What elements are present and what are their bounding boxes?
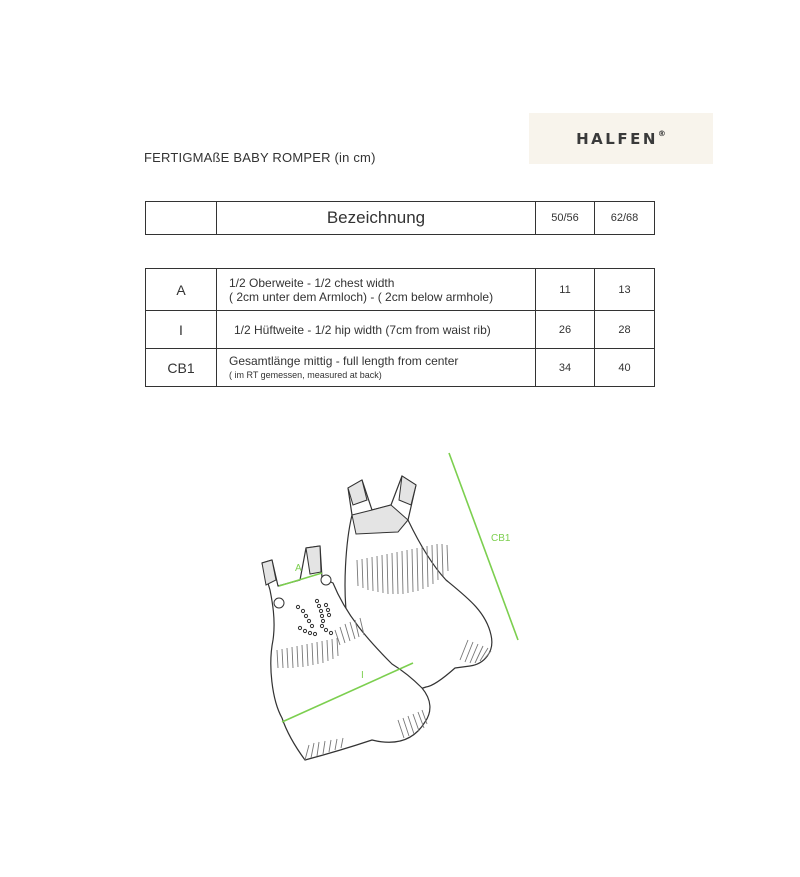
measure-label-cb1: CB1	[491, 533, 511, 544]
brand-logo	[529, 113, 713, 164]
row-description-line1: 1/2 Hüftweite - 1/2 hip width (7cm from waist rib)	[234, 322, 491, 337]
row-code: CB1	[146, 349, 217, 387]
row-description-line2: ( 2cm unter dem Armloch) - ( 2cm below armhole)	[229, 289, 494, 304]
row-value-size-1: 11	[536, 269, 595, 311]
header-label: Bezeichnung	[217, 202, 536, 235]
front-button-right	[321, 575, 331, 585]
row-description-line2: ( im RT gemessen, measured at back)	[229, 369, 382, 380]
table-row	[146, 269, 655, 311]
front-button-left	[274, 598, 284, 608]
size-header-table	[145, 201, 655, 235]
row-value-size-2: 40	[595, 349, 655, 387]
page-title: FERTIGMAßE BABY ROMPER (in cm)	[144, 150, 376, 165]
row-description	[217, 311, 536, 349]
table-row	[146, 311, 655, 349]
row-description-line1: 1/2 Oberweite - 1/2 chest width	[229, 275, 395, 290]
romper-illustration	[250, 440, 550, 780]
front-strap-left	[262, 560, 276, 585]
back-strap-right	[399, 476, 416, 505]
row-description	[217, 349, 536, 387]
row-code: I	[146, 311, 217, 349]
measure-label-i: I	[361, 670, 364, 681]
header-size-2: 62/68	[595, 202, 655, 235]
brand-name: HALFEN®	[576, 128, 666, 148]
measure-label-a: A	[295, 563, 302, 574]
row-value-size-1: 34	[536, 349, 595, 387]
row-description-line1: Gesamtlänge mittig - full length from center	[229, 353, 459, 368]
row-description	[217, 269, 536, 311]
row-code: A	[146, 269, 217, 311]
row-value-size-1: 26	[536, 311, 595, 349]
measurements-table	[145, 268, 655, 387]
header-size-1: 50/56	[536, 202, 595, 235]
row-value-size-2: 13	[595, 269, 655, 311]
row-value-size-2: 28	[595, 311, 655, 349]
header-empty-cell	[146, 202, 217, 235]
table-row	[146, 349, 655, 387]
